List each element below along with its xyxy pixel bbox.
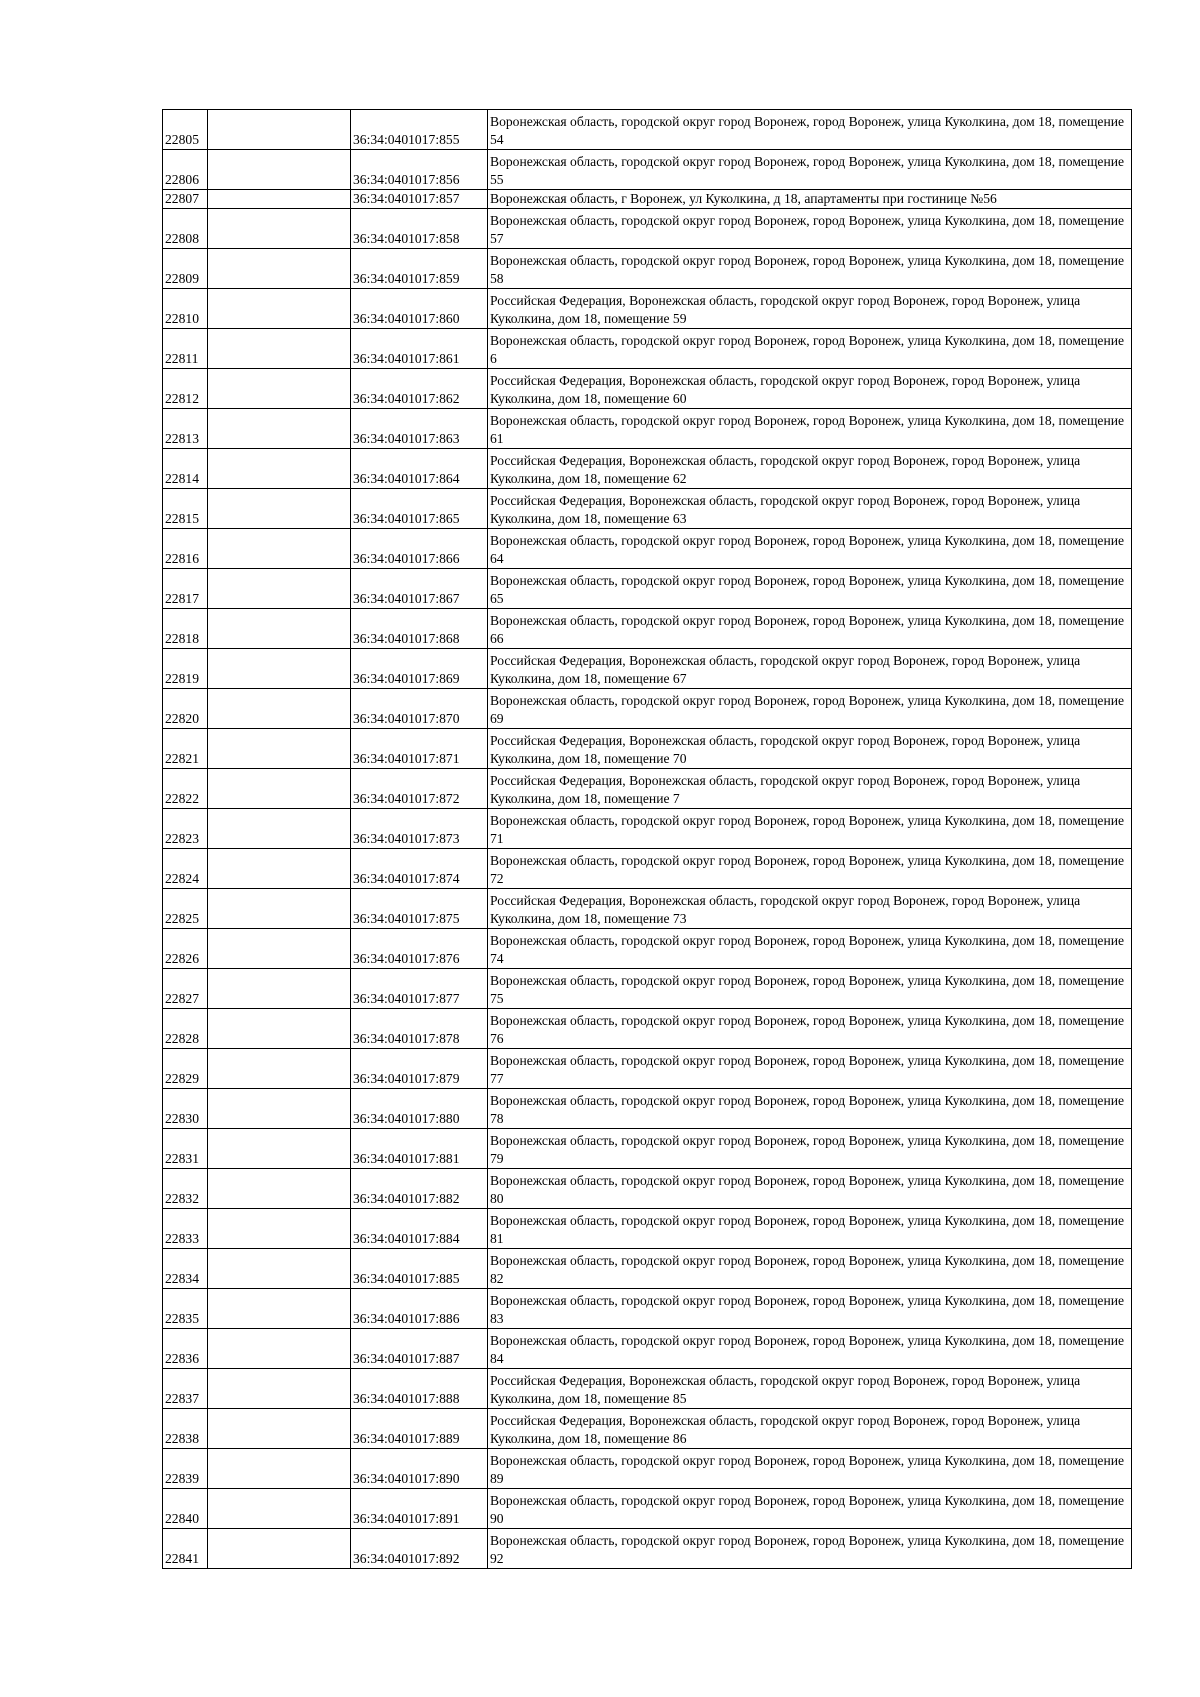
table-row xyxy=(163,190,1132,209)
cadastral-number-cell: 36:34:0401017:865 xyxy=(351,489,488,529)
row-number-cell: 22840 xyxy=(163,1489,208,1529)
row-number-cell: 22839 xyxy=(163,1449,208,1489)
cadastral-number-cell: 36:34:0401017:864 xyxy=(351,449,488,489)
empty-cell xyxy=(208,289,351,329)
cadastral-number-cell: 36:34:0401017:885 xyxy=(351,1249,488,1289)
empty-cell xyxy=(208,609,351,649)
address-cell: Российская Федерация, Воронежская область, городской округ город Воронеж, город Воронеж, улица Куколкина, дом 18, помещение 67 xyxy=(488,649,1132,689)
empty-cell xyxy=(208,969,351,1009)
empty-cell xyxy=(208,889,351,929)
cadastral-number-cell: 36:34:0401017:855 xyxy=(351,110,488,150)
address-cell: Воронежская область, городской округ город Воронеж, город Воронеж, улица Куколкина, дом 18, помещение 79 xyxy=(488,1129,1132,1169)
row-number-cell: 22810 xyxy=(163,289,208,329)
address-cell: Воронежская область, городской округ город Воронеж, город Воронеж, улица Куколкина, дом 18, помещение 54 xyxy=(488,110,1132,150)
empty-cell xyxy=(208,689,351,729)
cadastral-number-cell: 36:34:0401017:863 xyxy=(351,409,488,449)
address-cell: Воронежская область, городской округ город Воронеж, город Воронеж, улица Куколкина, дом 18, помещение 6 xyxy=(488,329,1132,369)
address-cell: Воронежская область, городской округ город Воронеж, город Воронеж, улица Куколкина, дом 18, помещение 92 xyxy=(488,1529,1132,1569)
row-number-cell: 22805 xyxy=(163,110,208,150)
cadastral-number-cell: 36:34:0401017:873 xyxy=(351,809,488,849)
table-row xyxy=(163,1449,1132,1489)
table-row xyxy=(163,1009,1132,1049)
empty-cell xyxy=(208,209,351,249)
row-number-cell: 22821 xyxy=(163,729,208,769)
table-row xyxy=(163,289,1132,329)
empty-cell xyxy=(208,329,351,369)
empty-cell xyxy=(208,729,351,769)
empty-cell xyxy=(208,1489,351,1529)
empty-cell xyxy=(208,489,351,529)
table-row xyxy=(163,609,1132,649)
address-cell: Воронежская область, городской округ город Воронеж, город Воронеж, улица Куколкина, дом 18, помещение 65 xyxy=(488,569,1132,609)
table-row xyxy=(163,1409,1132,1449)
address-cell: Российская Федерация, Воронежская область, городской округ город Воронеж, город Воронеж, улица Куколкина, дом 18, помещение 73 xyxy=(488,889,1132,929)
row-number-cell: 22811 xyxy=(163,329,208,369)
address-cell: Воронежская область, городской округ город Воронеж, город Воронеж, улица Куколкина, дом 18, помещение 89 xyxy=(488,1449,1132,1489)
cadastral-number-cell: 36:34:0401017:859 xyxy=(351,249,488,289)
empty-cell xyxy=(208,249,351,289)
cadastral-number-cell: 36:34:0401017:858 xyxy=(351,209,488,249)
row-number-cell: 22818 xyxy=(163,609,208,649)
cadastral-number-cell: 36:34:0401017:866 xyxy=(351,529,488,569)
row-number-cell: 22809 xyxy=(163,249,208,289)
cadastral-number-cell: 36:34:0401017:878 xyxy=(351,1009,488,1049)
table-row xyxy=(163,1289,1132,1329)
table-row xyxy=(163,929,1132,969)
empty-cell xyxy=(208,1409,351,1449)
address-cell: Воронежская область, городской округ город Воронеж, город Воронеж, улица Куколкина, дом 18, помещение 84 xyxy=(488,1329,1132,1369)
empty-cell xyxy=(208,110,351,150)
address-cell: Российская Федерация, Воронежская область, городской округ город Воронеж, город Воронеж, улица Куколкина, дом 18, помещение 59 xyxy=(488,289,1132,329)
empty-cell xyxy=(208,1529,351,1569)
address-cell: Воронежская область, городской округ город Воронеж, город Воронеж, улица Куколкина, дом 18, помещение 72 xyxy=(488,849,1132,889)
table-row xyxy=(163,409,1132,449)
cadastral-number-cell: 36:34:0401017:877 xyxy=(351,969,488,1009)
empty-cell xyxy=(208,1169,351,1209)
address-cell: Российская Федерация, Воронежская область, городской округ город Воронеж, город Воронеж, улица Куколкина, дом 18, помещение 70 xyxy=(488,729,1132,769)
empty-cell xyxy=(208,1289,351,1329)
table-row xyxy=(163,249,1132,289)
address-cell: Российская Федерация, Воронежская область, городской округ город Воронеж, город Воронеж, улица Куколкина, дом 18, помещение 63 xyxy=(488,489,1132,529)
table-row xyxy=(163,569,1132,609)
cadastral-number-cell: 36:34:0401017:880 xyxy=(351,1089,488,1129)
cadastral-number-cell: 36:34:0401017:892 xyxy=(351,1529,488,1569)
row-number-cell: 22837 xyxy=(163,1369,208,1409)
cadastral-number-cell: 36:34:0401017:884 xyxy=(351,1209,488,1249)
cadastral-number-cell: 36:34:0401017:871 xyxy=(351,729,488,769)
row-number-cell: 22819 xyxy=(163,649,208,689)
cadastral-number-cell: 36:34:0401017:869 xyxy=(351,649,488,689)
table-row xyxy=(163,209,1132,249)
address-cell: Российская Федерация, Воронежская область, городской округ город Воронеж, город Воронеж, улица Куколкина, дом 18, помещение 85 xyxy=(488,1369,1132,1409)
empty-cell xyxy=(208,1089,351,1129)
address-cell: Воронежская область, городской округ город Воронеж, город Воронеж, улица Куколкина, дом 18, помещение 58 xyxy=(488,249,1132,289)
row-number-cell: 22812 xyxy=(163,369,208,409)
table-row xyxy=(163,1369,1132,1409)
empty-cell xyxy=(208,150,351,190)
address-cell: Воронежская область, городской округ город Воронеж, город Воронеж, улица Куколкина, дом 18, помещение 82 xyxy=(488,1249,1132,1289)
address-cell: Воронежская область, городской округ город Воронеж, город Воронеж, улица Куколкина, дом 18, помещение 78 xyxy=(488,1089,1132,1129)
cadastral-number-cell: 36:34:0401017:889 xyxy=(351,1409,488,1449)
cadastral-number-cell: 36:34:0401017:879 xyxy=(351,1049,488,1089)
empty-cell xyxy=(208,649,351,689)
table-row xyxy=(163,1129,1132,1169)
table-row xyxy=(163,1329,1132,1369)
cadastral-number-cell: 36:34:0401017:868 xyxy=(351,609,488,649)
row-number-cell: 22831 xyxy=(163,1129,208,1169)
table-row xyxy=(163,649,1132,689)
empty-cell xyxy=(208,1209,351,1249)
cadastral-number-cell: 36:34:0401017:872 xyxy=(351,769,488,809)
registry-table-body xyxy=(163,110,1132,1569)
table-row xyxy=(163,110,1132,150)
table-row xyxy=(163,1529,1132,1569)
table-row xyxy=(163,150,1132,190)
table-row xyxy=(163,729,1132,769)
cadastral-number-cell: 36:34:0401017:867 xyxy=(351,569,488,609)
cadastral-number-cell: 36:34:0401017:876 xyxy=(351,929,488,969)
cadastral-number-cell: 36:34:0401017:891 xyxy=(351,1489,488,1529)
table-row xyxy=(163,1049,1132,1089)
address-cell: Воронежская область, городской округ город Воронеж, город Воронеж, улица Куколкина, дом 18, помещение 75 xyxy=(488,969,1132,1009)
table-row xyxy=(163,889,1132,929)
address-cell: Воронежская область, городской округ город Воронеж, город Воронеж, улица Куколкина, дом 18, помещение 74 xyxy=(488,929,1132,969)
empty-cell xyxy=(208,569,351,609)
address-cell: Воронежская область, городской округ город Воронеж, город Воронеж, улица Куколкина, дом 18, помещение 69 xyxy=(488,689,1132,729)
table-row xyxy=(163,1169,1132,1209)
empty-cell xyxy=(208,529,351,569)
cadastral-number-cell: 36:34:0401017:882 xyxy=(351,1169,488,1209)
address-cell: Российская Федерация, Воронежская область, городской округ город Воронеж, город Воронеж, улица Куколкина, дом 18, помещение 62 xyxy=(488,449,1132,489)
address-cell: Воронежская область, городской округ город Воронеж, город Воронеж, улица Куколкина, дом 18, помещение 55 xyxy=(488,150,1132,190)
row-number-cell: 22832 xyxy=(163,1169,208,1209)
row-number-cell: 22815 xyxy=(163,489,208,529)
table-row xyxy=(163,1249,1132,1289)
cadastral-number-cell: 36:34:0401017:870 xyxy=(351,689,488,729)
table-row xyxy=(163,329,1132,369)
address-cell: Воронежская область, городской округ город Воронеж, город Воронеж, улица Куколкина, дом 18, помещение 71 xyxy=(488,809,1132,849)
row-number-cell: 22814 xyxy=(163,449,208,489)
table-row xyxy=(163,1489,1132,1529)
cadastral-number-cell: 36:34:0401017:860 xyxy=(351,289,488,329)
empty-cell xyxy=(208,1329,351,1369)
cadastral-number-cell: 36:34:0401017:874 xyxy=(351,849,488,889)
address-cell: Воронежская область, городской округ город Воронеж, город Воронеж, улица Куколкина, дом 18, помещение 61 xyxy=(488,409,1132,449)
empty-cell xyxy=(208,1049,351,1089)
empty-cell xyxy=(208,1249,351,1289)
cadastral-number-cell: 36:34:0401017:881 xyxy=(351,1129,488,1169)
empty-cell xyxy=(208,849,351,889)
row-number-cell: 22825 xyxy=(163,889,208,929)
cadastral-number-cell: 36:34:0401017:862 xyxy=(351,369,488,409)
address-cell: Воронежская область, городской округ город Воронеж, город Воронеж, улица Куколкина, дом 18, помещение 77 xyxy=(488,1049,1132,1089)
row-number-cell: 22833 xyxy=(163,1209,208,1249)
table-row xyxy=(163,849,1132,889)
address-cell: Воронежская область, городской округ город Воронеж, город Воронеж, улица Куколкина, дом 18, помещение 66 xyxy=(488,609,1132,649)
empty-cell xyxy=(208,369,351,409)
row-number-cell: 22826 xyxy=(163,929,208,969)
cadastral-number-cell: 36:34:0401017:875 xyxy=(351,889,488,929)
row-number-cell: 22841 xyxy=(163,1529,208,1569)
table-row xyxy=(163,449,1132,489)
cadastral-number-cell: 36:34:0401017:890 xyxy=(351,1449,488,1489)
row-number-cell: 22807 xyxy=(163,190,208,209)
row-number-cell: 22829 xyxy=(163,1049,208,1089)
row-number-cell: 22820 xyxy=(163,689,208,729)
table-row xyxy=(163,809,1132,849)
empty-cell xyxy=(208,929,351,969)
table-row xyxy=(163,489,1132,529)
empty-cell xyxy=(208,409,351,449)
cadastral-number-cell: 36:34:0401017:856 xyxy=(351,150,488,190)
cadastral-number-cell: 36:34:0401017:888 xyxy=(351,1369,488,1409)
address-cell: Воронежская область, городской округ город Воронеж, город Воронеж, улица Куколкина, дом 18, помещение 83 xyxy=(488,1289,1132,1329)
table-row xyxy=(163,529,1132,569)
empty-cell xyxy=(208,1009,351,1049)
address-cell: Российская Федерация, Воронежская область, городской округ город Воронеж, город Воронеж, улица Куколкина, дом 18, помещение 7 xyxy=(488,769,1132,809)
row-number-cell: 22834 xyxy=(163,1249,208,1289)
address-cell: Воронежская область, городской округ город Воронеж, город Воронеж, улица Куколкина, дом 18, помещение 81 xyxy=(488,1209,1132,1249)
empty-cell xyxy=(208,1369,351,1409)
address-cell: Воронежская область, городской округ город Воронеж, город Воронеж, улица Куколкина, дом 18, помещение 64 xyxy=(488,529,1132,569)
address-cell: Российская Федерация, Воронежская область, городской округ город Воронеж, город Воронеж, улица Куколкина, дом 18, помещение 60 xyxy=(488,369,1132,409)
address-cell: Российская Федерация, Воронежская область, городской округ город Воронеж, город Воронеж, улица Куколкина, дом 18, помещение 86 xyxy=(488,1409,1132,1449)
cadastral-number-cell: 36:34:0401017:857 xyxy=(351,190,488,209)
cadastral-number-cell: 36:34:0401017:886 xyxy=(351,1289,488,1329)
row-number-cell: 22824 xyxy=(163,849,208,889)
row-number-cell: 22816 xyxy=(163,529,208,569)
row-number-cell: 22830 xyxy=(163,1089,208,1129)
table-row xyxy=(163,969,1132,1009)
table-row xyxy=(163,769,1132,809)
table-row xyxy=(163,689,1132,729)
cadastral-number-cell: 36:34:0401017:861 xyxy=(351,329,488,369)
row-number-cell: 22808 xyxy=(163,209,208,249)
row-number-cell: 22828 xyxy=(163,1009,208,1049)
address-cell: Воронежская область, городской округ город Воронеж, город Воронеж, улица Куколкина, дом 18, помещение 76 xyxy=(488,1009,1132,1049)
row-number-cell: 22813 xyxy=(163,409,208,449)
address-cell: Воронежская область, городской округ город Воронеж, город Воронеж, улица Куколкина, дом 18, помещение 57 xyxy=(488,209,1132,249)
row-number-cell: 22838 xyxy=(163,1409,208,1449)
address-cell: Воронежская область, г Воронеж, ул Куколкина, д 18, апартаменты при гостинице №56 xyxy=(488,190,1132,209)
empty-cell xyxy=(208,190,351,209)
row-number-cell: 22817 xyxy=(163,569,208,609)
row-number-cell: 22827 xyxy=(163,969,208,1009)
address-cell: Воронежская область, городской округ город Воронеж, город Воронеж, улица Куколкина, дом 18, помещение 90 xyxy=(488,1489,1132,1529)
empty-cell xyxy=(208,449,351,489)
empty-cell xyxy=(208,769,351,809)
table-row xyxy=(163,369,1132,409)
address-cell: Воронежская область, городской округ город Воронеж, город Воронеж, улица Куколкина, дом 18, помещение 80 xyxy=(488,1169,1132,1209)
registry-table xyxy=(162,109,1132,1569)
cadastral-number-cell: 36:34:0401017:887 xyxy=(351,1329,488,1369)
empty-cell xyxy=(208,1449,351,1489)
row-number-cell: 22835 xyxy=(163,1289,208,1329)
row-number-cell: 22836 xyxy=(163,1329,208,1369)
table-row xyxy=(163,1089,1132,1129)
row-number-cell: 22823 xyxy=(163,809,208,849)
row-number-cell: 22822 xyxy=(163,769,208,809)
empty-cell xyxy=(208,809,351,849)
empty-cell xyxy=(208,1129,351,1169)
row-number-cell: 22806 xyxy=(163,150,208,190)
table-row xyxy=(163,1209,1132,1249)
